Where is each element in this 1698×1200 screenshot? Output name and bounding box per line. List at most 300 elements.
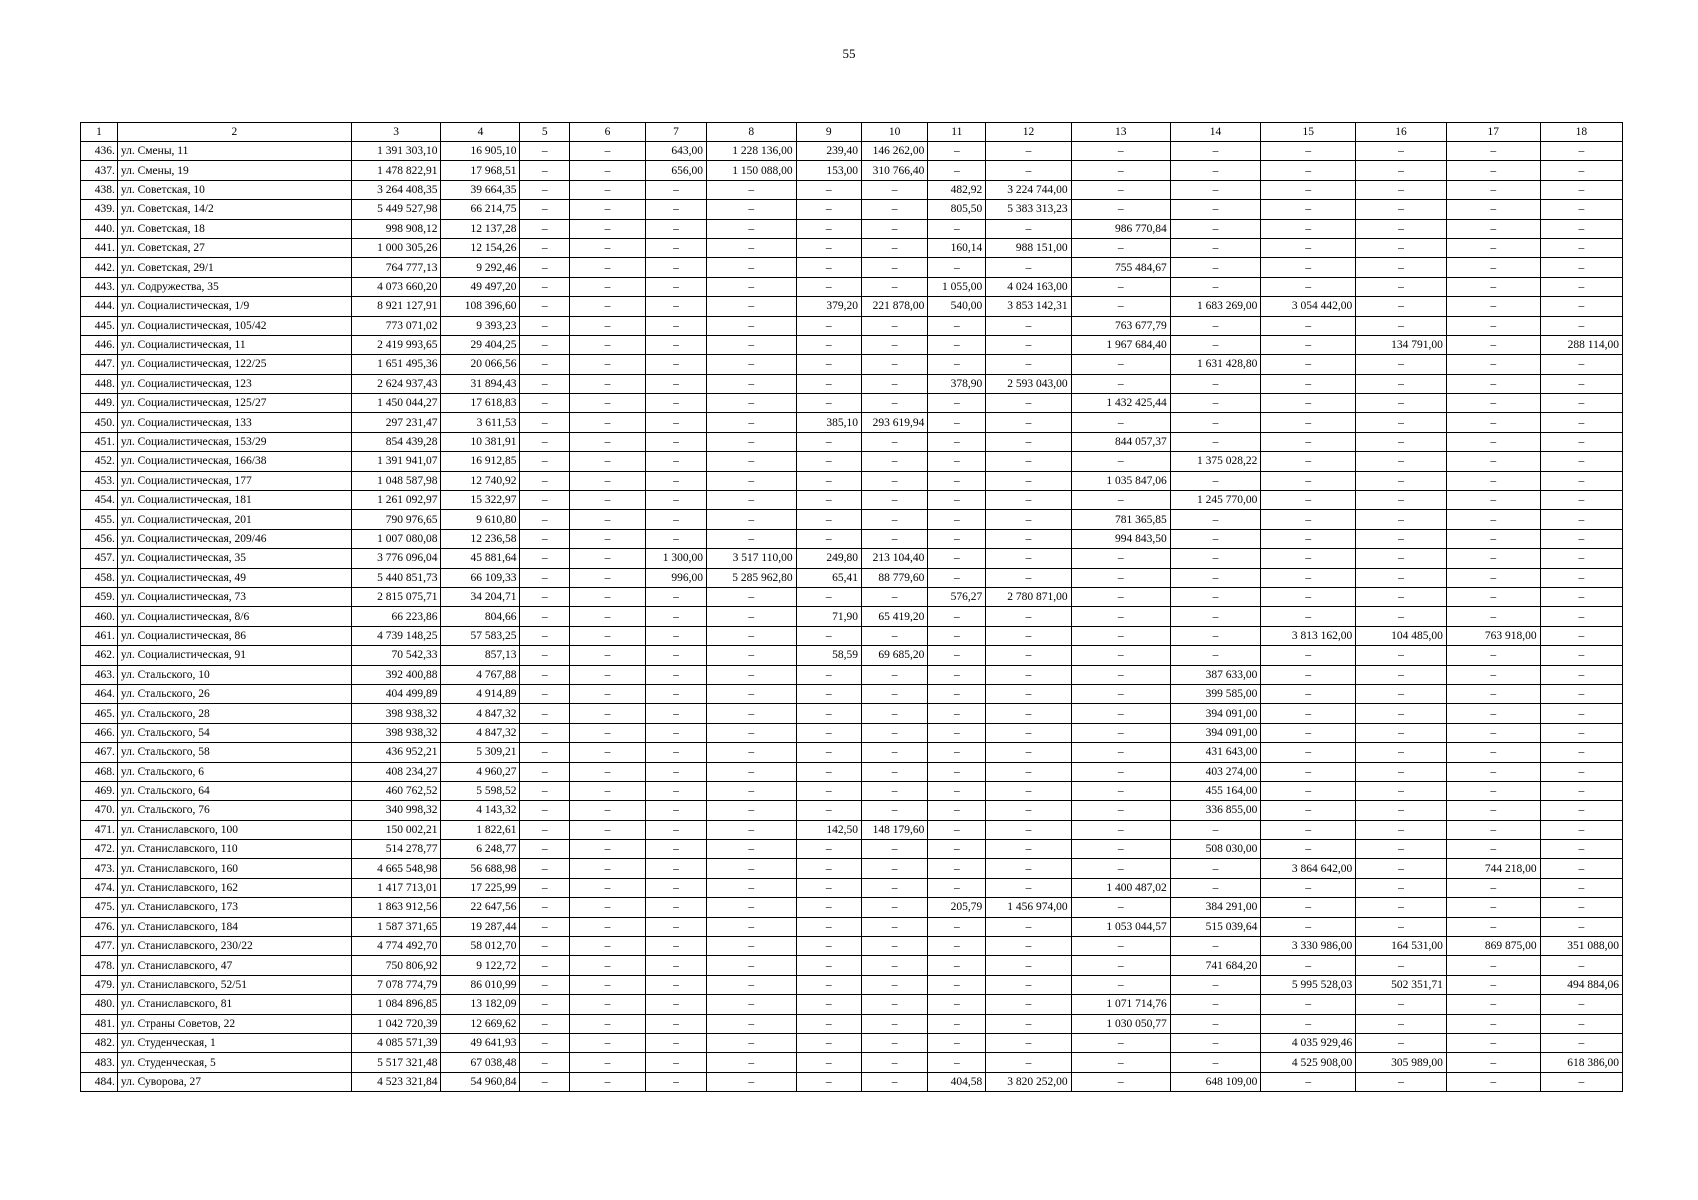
value-cell: 288 114,00 xyxy=(1540,335,1622,354)
row-index-cell: 475. xyxy=(81,898,118,917)
table-row xyxy=(81,394,1623,413)
row-index-cell: 437. xyxy=(81,161,118,180)
value-cell: 351 088,00 xyxy=(1540,937,1622,956)
value-cell: – xyxy=(928,161,986,180)
value-cell: 2 815 075,71 xyxy=(351,587,441,606)
row-index-cell: 482. xyxy=(81,1033,118,1052)
value-cell: – xyxy=(1446,549,1540,568)
value-cell: – xyxy=(1540,200,1622,219)
value-cell: – xyxy=(1446,374,1540,393)
value-cell: – xyxy=(570,665,646,684)
value-cell: – xyxy=(570,549,646,568)
value-cell: – xyxy=(645,762,706,781)
value-cell: 515 039,64 xyxy=(1170,917,1261,936)
value-cell: – xyxy=(1540,452,1622,471)
row-index-cell: 479. xyxy=(81,975,118,994)
value-cell: – xyxy=(796,374,861,393)
value-cell: – xyxy=(861,491,927,510)
value-cell: – xyxy=(1261,219,1356,238)
value-cell: – xyxy=(986,1053,1071,1072)
value-cell: – xyxy=(1540,432,1622,451)
table-row xyxy=(81,917,1623,936)
value-cell: – xyxy=(1446,684,1540,703)
value-cell: – xyxy=(986,781,1071,800)
value-cell: 994 843,50 xyxy=(1071,529,1170,548)
row-index-cell: 443. xyxy=(81,277,118,296)
value-cell: 153,00 xyxy=(796,161,861,180)
value-cell: – xyxy=(520,355,570,374)
value-cell: – xyxy=(1356,646,1447,665)
value-cell: – xyxy=(520,781,570,800)
address-cell: ул. Социалистическая, 122/25 xyxy=(117,355,351,374)
value-cell: – xyxy=(986,549,1071,568)
value-cell: 387 633,00 xyxy=(1170,665,1261,684)
address-cell: ул. Содружества, 35 xyxy=(117,277,351,296)
value-cell: – xyxy=(861,898,927,917)
value-cell: – xyxy=(520,762,570,781)
value-cell: – xyxy=(1446,762,1540,781)
value-cell: 4 847,32 xyxy=(441,723,520,742)
address-cell: ул. Социалистическая, 11 xyxy=(117,335,351,354)
value-cell: – xyxy=(570,413,646,432)
value-cell: – xyxy=(1446,219,1540,238)
value-cell: – xyxy=(520,723,570,742)
value-cell: – xyxy=(570,937,646,956)
value-cell: – xyxy=(1356,200,1447,219)
value-cell: – xyxy=(570,180,646,199)
value-cell: 986 770,84 xyxy=(1071,219,1170,238)
value-cell: – xyxy=(1261,1014,1356,1033)
value-cell: – xyxy=(861,665,927,684)
table-row xyxy=(81,801,1623,820)
value-cell: – xyxy=(520,471,570,490)
address-cell: ул. Станиславского, 173 xyxy=(117,898,351,917)
value-cell: – xyxy=(1356,180,1447,199)
value-cell: – xyxy=(986,1033,1071,1052)
value-cell: – xyxy=(796,743,861,762)
value-cell: – xyxy=(570,1053,646,1072)
value-cell: – xyxy=(1356,529,1447,548)
value-cell: – xyxy=(1261,762,1356,781)
value-cell: – xyxy=(796,801,861,820)
row-index-cell: 470. xyxy=(81,801,118,820)
value-cell: 3 853 142,31 xyxy=(986,297,1071,316)
value-cell: – xyxy=(1356,878,1447,897)
value-cell: 3 330 986,00 xyxy=(1261,937,1356,956)
value-cell: – xyxy=(1540,878,1622,897)
value-cell: 4 665 548,98 xyxy=(351,859,441,878)
value-cell: – xyxy=(1261,801,1356,820)
value-cell: – xyxy=(570,1072,646,1091)
value-cell: – xyxy=(520,238,570,257)
value-cell: – xyxy=(1356,432,1447,451)
value-cell: – xyxy=(1446,646,1540,665)
value-cell: – xyxy=(570,142,646,161)
value-cell: – xyxy=(796,1072,861,1091)
value-cell: 297 231,47 xyxy=(351,413,441,432)
table-row xyxy=(81,956,1623,975)
value-cell: – xyxy=(570,452,646,471)
value-cell: 805,50 xyxy=(928,200,986,219)
value-cell: 39 664,35 xyxy=(441,180,520,199)
value-cell: – xyxy=(1071,820,1170,839)
value-cell: – xyxy=(1071,665,1170,684)
value-cell: – xyxy=(707,956,797,975)
value-cell: – xyxy=(1356,510,1447,529)
value-cell: – xyxy=(1261,355,1356,374)
value-cell: – xyxy=(570,684,646,703)
value-cell: – xyxy=(1356,316,1447,335)
address-cell: ул. Стальского, 76 xyxy=(117,801,351,820)
value-cell: – xyxy=(928,1014,986,1033)
value-cell: – xyxy=(796,665,861,684)
value-cell: – xyxy=(928,626,986,645)
value-cell: – xyxy=(645,859,706,878)
value-cell: – xyxy=(1540,684,1622,703)
value-cell: 164 531,00 xyxy=(1356,937,1447,956)
value-cell: – xyxy=(861,975,927,994)
value-cell: – xyxy=(570,277,646,296)
value-cell: – xyxy=(520,743,570,762)
column-header: 3 xyxy=(351,123,441,142)
value-cell: – xyxy=(520,335,570,354)
value-cell: 86 010,99 xyxy=(441,975,520,994)
value-cell: 1 651 495,36 xyxy=(351,355,441,374)
value-cell: – xyxy=(570,781,646,800)
value-cell: – xyxy=(570,762,646,781)
value-cell: – xyxy=(570,238,646,257)
value-cell: – xyxy=(1071,626,1170,645)
value-cell: 540,00 xyxy=(928,297,986,316)
value-cell: – xyxy=(645,238,706,257)
value-cell: – xyxy=(1261,238,1356,257)
value-cell: 336 855,00 xyxy=(1170,801,1261,820)
value-cell: 54 960,84 xyxy=(441,1072,520,1091)
value-cell: – xyxy=(645,801,706,820)
column-header: 15 xyxy=(1261,123,1356,142)
value-cell: – xyxy=(928,607,986,626)
row-index-cell: 445. xyxy=(81,316,118,335)
value-cell: – xyxy=(1170,529,1261,548)
value-cell: – xyxy=(986,413,1071,432)
value-cell: – xyxy=(986,801,1071,820)
table-header-row xyxy=(81,123,1623,142)
value-cell: 648 109,00 xyxy=(1170,1072,1261,1091)
value-cell: – xyxy=(645,704,706,723)
value-cell: – xyxy=(928,859,986,878)
value-cell: – xyxy=(520,917,570,936)
value-cell: – xyxy=(861,200,927,219)
value-cell: – xyxy=(520,549,570,568)
row-index-cell: 478. xyxy=(81,956,118,975)
value-cell: – xyxy=(520,626,570,645)
value-cell: – xyxy=(986,840,1071,859)
value-cell: – xyxy=(1261,781,1356,800)
row-index-cell: 465. xyxy=(81,704,118,723)
value-cell: 31 894,43 xyxy=(441,374,520,393)
value-cell: 16 912,85 xyxy=(441,452,520,471)
value-cell: – xyxy=(986,568,1071,587)
value-cell: 436 952,21 xyxy=(351,743,441,762)
address-cell: ул. Советская, 29/1 xyxy=(117,258,351,277)
value-cell: 408 234,27 xyxy=(351,762,441,781)
value-cell: – xyxy=(1170,335,1261,354)
value-cell: – xyxy=(928,956,986,975)
value-cell: 58 012,70 xyxy=(441,937,520,956)
value-cell: – xyxy=(1540,413,1622,432)
value-cell: – xyxy=(1071,840,1170,859)
value-cell: – xyxy=(1356,781,1447,800)
value-cell: – xyxy=(520,316,570,335)
value-cell: – xyxy=(1170,142,1261,161)
value-cell: – xyxy=(570,297,646,316)
value-cell: – xyxy=(928,975,986,994)
value-cell: 56 688,98 xyxy=(441,859,520,878)
value-cell: 71,90 xyxy=(796,607,861,626)
value-cell: 142,50 xyxy=(796,820,861,839)
value-cell: – xyxy=(645,587,706,606)
value-cell: – xyxy=(1170,549,1261,568)
row-index-cell: 446. xyxy=(81,335,118,354)
value-cell: – xyxy=(796,975,861,994)
value-cell: 3 776 096,04 xyxy=(351,549,441,568)
value-cell: 3 864 642,00 xyxy=(1261,859,1356,878)
value-cell: – xyxy=(986,937,1071,956)
value-cell: – xyxy=(861,374,927,393)
table-row xyxy=(81,820,1623,839)
value-cell: – xyxy=(1446,297,1540,316)
data-table xyxy=(80,122,1623,1092)
value-cell: 66 214,75 xyxy=(441,200,520,219)
value-cell: – xyxy=(1071,549,1170,568)
value-cell: 5 995 528,03 xyxy=(1261,975,1356,994)
value-cell: 9 292,46 xyxy=(441,258,520,277)
value-cell: – xyxy=(928,878,986,897)
value-cell: 29 404,25 xyxy=(441,335,520,354)
value-cell: – xyxy=(570,975,646,994)
value-cell: – xyxy=(796,723,861,742)
value-cell: – xyxy=(707,277,797,296)
value-cell: – xyxy=(1261,452,1356,471)
value-cell: – xyxy=(645,335,706,354)
value-cell: – xyxy=(986,452,1071,471)
value-cell: 293 619,94 xyxy=(861,413,927,432)
address-cell: ул. Социалистическая, 123 xyxy=(117,374,351,393)
column-header: 14 xyxy=(1170,123,1261,142)
value-cell: – xyxy=(986,607,1071,626)
value-cell: – xyxy=(928,549,986,568)
table-row xyxy=(81,878,1623,897)
value-cell: – xyxy=(520,665,570,684)
value-cell: – xyxy=(520,394,570,413)
value-cell: – xyxy=(520,684,570,703)
value-cell: – xyxy=(1540,820,1622,839)
column-header: 2 xyxy=(117,123,351,142)
value-cell: 12 236,58 xyxy=(441,529,520,548)
value-cell: – xyxy=(861,355,927,374)
address-cell: ул. Социалистическая, 1/9 xyxy=(117,297,351,316)
address-cell: ул. Социалистическая, 177 xyxy=(117,471,351,490)
value-cell: – xyxy=(1540,394,1622,413)
value-cell: 1 048 587,98 xyxy=(351,471,441,490)
value-cell: – xyxy=(570,529,646,548)
value-cell: 392 400,88 xyxy=(351,665,441,684)
value-cell: – xyxy=(570,161,646,180)
value-cell: – xyxy=(861,238,927,257)
value-cell: – xyxy=(520,568,570,587)
row-index-cell: 462. xyxy=(81,646,118,665)
value-cell: – xyxy=(1261,529,1356,548)
value-cell: 1 432 425,44 xyxy=(1071,394,1170,413)
value-cell: 12 740,92 xyxy=(441,471,520,490)
value-cell: – xyxy=(928,762,986,781)
value-cell: 13 182,09 xyxy=(441,995,520,1014)
value-cell: – xyxy=(1261,258,1356,277)
value-cell: – xyxy=(520,975,570,994)
value-cell: – xyxy=(520,878,570,897)
value-cell: 8 921 127,91 xyxy=(351,297,441,316)
value-cell: – xyxy=(707,258,797,277)
row-index-cell: 449. xyxy=(81,394,118,413)
value-cell: – xyxy=(570,258,646,277)
value-cell: – xyxy=(1540,840,1622,859)
value-cell: – xyxy=(1540,646,1622,665)
value-cell: – xyxy=(1446,529,1540,548)
value-cell: 49 497,20 xyxy=(441,277,520,296)
value-cell: – xyxy=(1261,956,1356,975)
value-cell: – xyxy=(707,355,797,374)
value-cell: – xyxy=(1356,743,1447,762)
table-row xyxy=(81,238,1623,257)
value-cell: – xyxy=(1446,995,1540,1014)
value-cell: – xyxy=(1446,471,1540,490)
value-cell: – xyxy=(707,801,797,820)
row-index-cell: 463. xyxy=(81,665,118,684)
table-row xyxy=(81,432,1623,451)
value-cell: 755 484,67 xyxy=(1071,258,1170,277)
row-index-cell: 451. xyxy=(81,432,118,451)
value-cell: – xyxy=(1356,1014,1447,1033)
value-cell: – xyxy=(986,316,1071,335)
value-cell: – xyxy=(1071,200,1170,219)
value-cell: – xyxy=(1540,898,1622,917)
address-cell: ул. Советская, 10 xyxy=(117,180,351,199)
value-cell: – xyxy=(796,781,861,800)
value-cell: – xyxy=(796,258,861,277)
row-index-cell: 444. xyxy=(81,297,118,316)
value-cell: – xyxy=(928,355,986,374)
value-cell: – xyxy=(1446,238,1540,257)
value-cell: – xyxy=(986,432,1071,451)
value-cell: – xyxy=(861,335,927,354)
value-cell: 998 908,12 xyxy=(351,219,441,238)
value-cell: 9 393,23 xyxy=(441,316,520,335)
value-cell: – xyxy=(520,510,570,529)
value-cell: – xyxy=(1356,413,1447,432)
value-cell: – xyxy=(1170,626,1261,645)
value-cell: – xyxy=(1446,917,1540,936)
value-cell: – xyxy=(1261,277,1356,296)
value-cell: – xyxy=(1540,859,1622,878)
value-cell: – xyxy=(707,180,797,199)
value-cell: – xyxy=(707,743,797,762)
value-cell: 1 863 912,56 xyxy=(351,898,441,917)
value-cell: – xyxy=(707,626,797,645)
value-cell: – xyxy=(861,452,927,471)
value-cell: 854 439,28 xyxy=(351,432,441,451)
value-cell: – xyxy=(1356,394,1447,413)
value-cell: – xyxy=(520,859,570,878)
value-cell: 502 351,71 xyxy=(1356,975,1447,994)
value-cell: – xyxy=(1446,820,1540,839)
value-cell: – xyxy=(1540,510,1622,529)
value-cell: 1 007 080,08 xyxy=(351,529,441,548)
value-cell: – xyxy=(861,529,927,548)
value-cell: 5 517 321,48 xyxy=(351,1053,441,1072)
value-cell: 996,00 xyxy=(645,568,706,587)
value-cell: – xyxy=(1170,394,1261,413)
value-cell: – xyxy=(796,335,861,354)
value-cell: – xyxy=(796,859,861,878)
value-cell: – xyxy=(1170,200,1261,219)
value-cell: – xyxy=(1261,704,1356,723)
value-cell: – xyxy=(645,626,706,645)
value-cell: – xyxy=(1071,161,1170,180)
value-cell: 310 766,40 xyxy=(861,161,927,180)
value-cell: – xyxy=(570,743,646,762)
value-cell: – xyxy=(1071,743,1170,762)
value-cell: 494 884,06 xyxy=(1540,975,1622,994)
value-cell: 1 228 136,00 xyxy=(707,142,797,161)
table-row xyxy=(81,723,1623,742)
address-cell: ул. Социалистическая, 181 xyxy=(117,491,351,510)
value-cell: 398 938,32 xyxy=(351,723,441,742)
value-cell: – xyxy=(645,1072,706,1091)
value-cell: – xyxy=(570,723,646,742)
value-cell: 1 084 896,85 xyxy=(351,995,441,1014)
value-cell: – xyxy=(928,937,986,956)
column-header: 9 xyxy=(796,123,861,142)
value-cell: – xyxy=(796,840,861,859)
value-cell: 576,27 xyxy=(928,587,986,606)
value-cell: – xyxy=(796,684,861,703)
row-index-cell: 483. xyxy=(81,1053,118,1072)
value-cell: – xyxy=(1446,801,1540,820)
table-row xyxy=(81,665,1623,684)
value-cell: – xyxy=(796,471,861,490)
table-row xyxy=(81,937,1623,956)
value-cell: – xyxy=(1261,917,1356,936)
value-cell: – xyxy=(707,394,797,413)
value-cell: – xyxy=(1446,258,1540,277)
value-cell: – xyxy=(1071,277,1170,296)
value-cell: – xyxy=(645,975,706,994)
value-cell: – xyxy=(1071,684,1170,703)
value-cell: – xyxy=(928,219,986,238)
value-cell: 150 002,21 xyxy=(351,820,441,839)
table-row xyxy=(81,762,1623,781)
value-cell: – xyxy=(1540,277,1622,296)
value-cell: – xyxy=(707,975,797,994)
value-cell: – xyxy=(707,704,797,723)
value-cell: – xyxy=(861,995,927,1014)
value-cell: – xyxy=(1446,568,1540,587)
table-row xyxy=(81,626,1623,645)
value-cell: 1 053 044,57 xyxy=(1071,917,1170,936)
value-cell: – xyxy=(520,956,570,975)
row-index-cell: 457. xyxy=(81,549,118,568)
value-cell: 16 905,10 xyxy=(441,142,520,161)
